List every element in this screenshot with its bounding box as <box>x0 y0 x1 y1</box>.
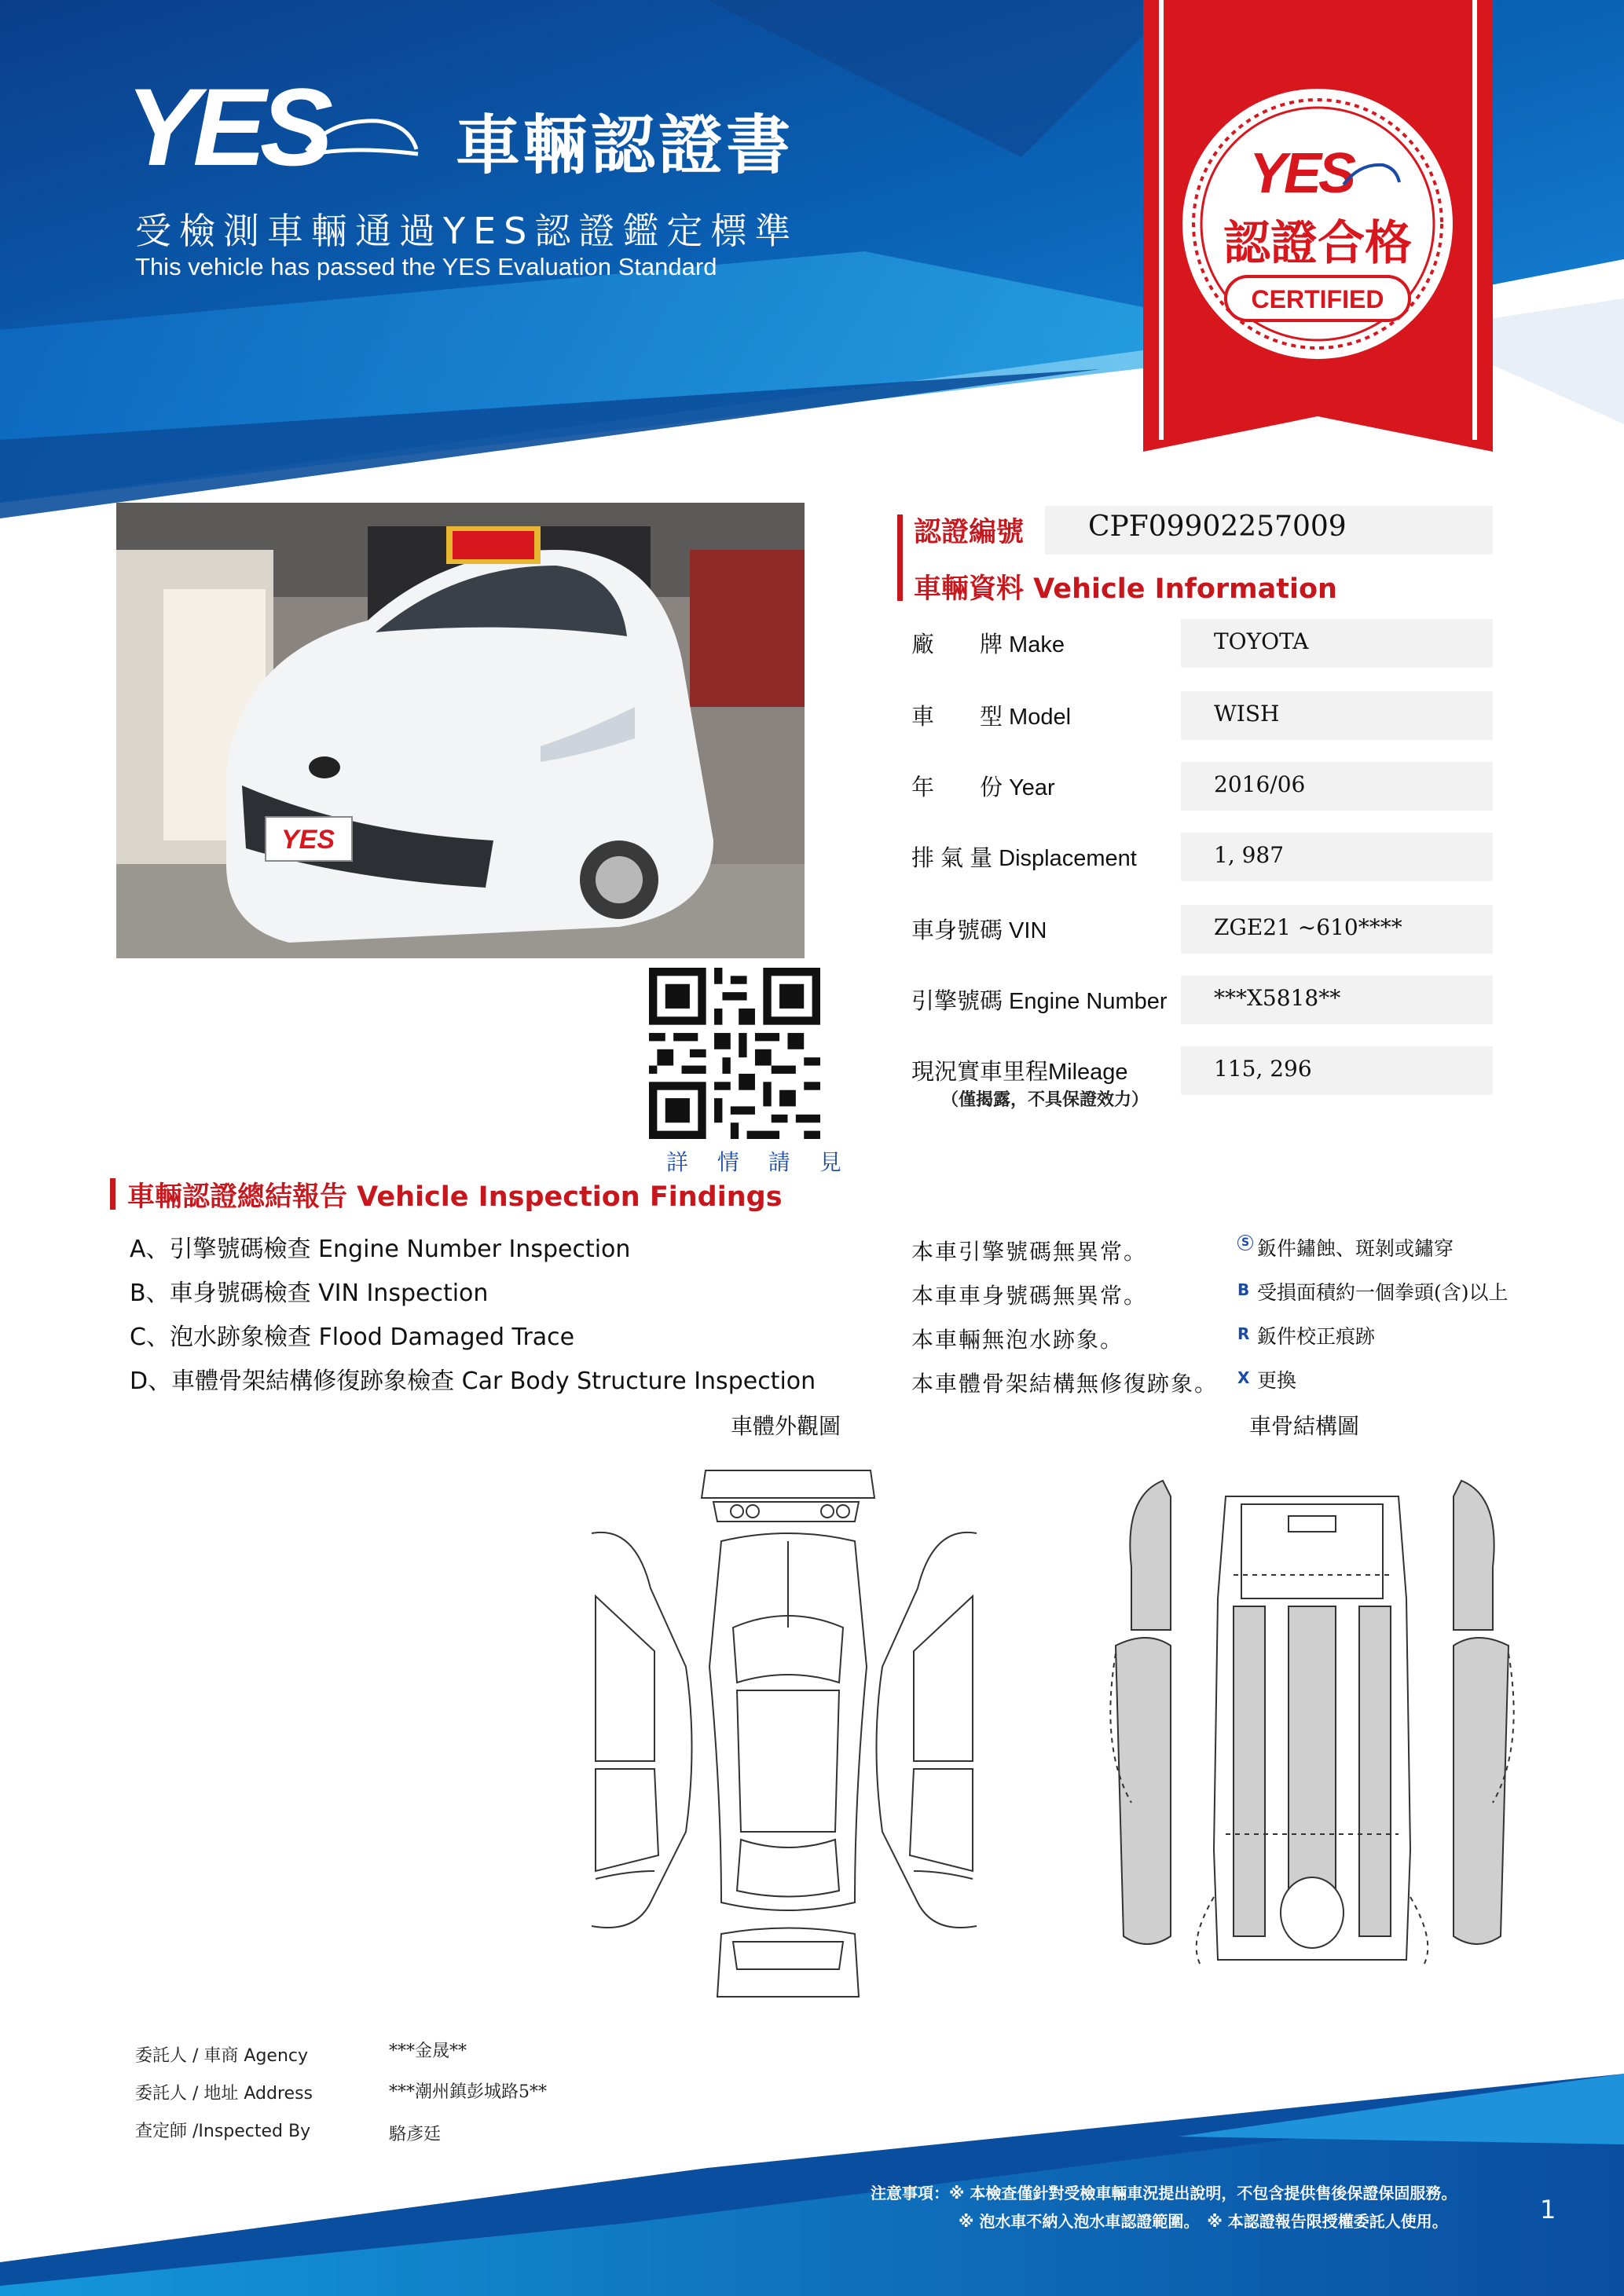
badge-sub-text: CERTIFIED <box>1251 285 1384 313</box>
cert-number-label: 認證編號 <box>914 517 1025 548</box>
model-value: WISH <box>1214 701 1280 727</box>
vehicle-photo <box>116 503 805 958</box>
finding-vin: B、車身號碼檢查 VIN Inspection <box>130 1280 489 1307</box>
vin-value: ZGE21 ~610**** <box>1214 914 1402 940</box>
subtitle-chinese: 受檢測車輛通過YES認證鑑定標準 <box>135 210 799 252</box>
address-label: 委託人 / 地址 Address <box>135 2084 313 2104</box>
svg-text:YES: YES <box>126 72 328 189</box>
svg-text:YES: YES <box>1249 142 1354 205</box>
findings-title: 車輛認證總結報告 Vehicle Inspection Findings <box>127 1181 783 1213</box>
legend-symbol-x: X <box>1237 1368 1250 1387</box>
finding-engine-result: 本車引擎號碼無異常。 <box>911 1239 1148 1265</box>
structure-diagram <box>1108 1473 1516 1976</box>
finding-structure: D、車體骨架結構修復跡象檢查 Car Body Structure Inspection <box>130 1368 816 1395</box>
qr-caption: 詳 情 請 見 <box>666 1149 852 1175</box>
vehicle-info-title: 車輛資料 Vehicle Information <box>914 573 1337 605</box>
legend-text-b: 受損面積約一個拳頭(含)以上 <box>1257 1281 1509 1304</box>
engine-number-value: ***X5818** <box>1214 985 1341 1011</box>
finding-flood-result: 本車輛無泡水跡象。 <box>911 1327 1124 1353</box>
agency-label: 委託人 / 車商 Agency <box>135 2046 309 2066</box>
finding-vin-result: 本車車身號碼無異常。 <box>911 1283 1148 1309</box>
svg-text:YES: YES <box>281 825 335 855</box>
make-value: TOYOTA <box>1214 628 1309 654</box>
finding-structure-result: 本車體骨架結構無修復跡象。 <box>911 1371 1219 1397</box>
subtitle-english: This vehicle has passed the YES Evaluation Standard <box>135 253 717 280</box>
displacement-value: 1, 987 <box>1214 842 1285 868</box>
legend-text-x: 更換 <box>1257 1369 1297 1392</box>
vin-label: 車身號碼 VIN <box>911 918 1047 943</box>
finding-engine: A、引擎號碼檢查 Engine Number Inspection <box>130 1236 631 1263</box>
certified-ribbon-badge <box>1143 0 1493 452</box>
document-title: 車輛認證書 <box>456 108 794 183</box>
legend-symbol-r: R <box>1237 1324 1250 1343</box>
legend-symbol-s: S <box>1237 1235 1253 1251</box>
footer-note-2: ※ 泡水車不納入泡水車認證範圍。 ※ 本認證報告限授權委託人使用。 <box>959 2212 1448 2231</box>
displacement-label: 排 氣 量 Displacement <box>911 846 1137 871</box>
inspector-label: 查定師 /Inspected By <box>135 2122 311 2141</box>
legend-text-s: 鈑件鏽蝕、斑剝或鏽穿 <box>1257 1237 1454 1260</box>
structure-diagram-title: 車骨結構圖 <box>1249 1413 1360 1439</box>
legend-symbol-b: B <box>1237 1280 1250 1299</box>
mileage-value: 115, 296 <box>1214 1056 1312 1082</box>
yes-logo <box>126 72 424 190</box>
page-number: 1 <box>1540 2195 1556 2225</box>
exterior-diagram-title: 車體外觀圖 <box>731 1413 841 1439</box>
exterior-diagram <box>588 1463 981 2005</box>
finding-flood: C、泡水跡象檢查 Flood Damaged Trace <box>130 1324 575 1351</box>
year-value: 2016/06 <box>1214 771 1306 797</box>
section-marker <box>897 514 903 601</box>
footer-background <box>0 2027 1624 2296</box>
year-label: 年 份 Year <box>911 775 1055 800</box>
make-label: 廠 牌 Make <box>911 632 1065 657</box>
agency-value: ***金晟** <box>389 2041 467 2061</box>
badge-main-text: 認證合格 <box>1223 216 1412 271</box>
mileage-label: 現況實車里程Mileage <box>911 1060 1128 1085</box>
legend-text-r: 鈑件校正痕跡 <box>1257 1325 1376 1348</box>
cert-number: CPF09902257009 <box>1088 511 1347 543</box>
qr-code[interactable] <box>649 968 820 1139</box>
mileage-note: （僅揭露，不具保證效力） <box>941 1090 1149 1110</box>
address-value: ***潮州鎮彭城路5** <box>389 2082 547 2102</box>
engine-number-label: 引擎號碼 Engine Number <box>911 989 1168 1014</box>
footer-note-1: 注意事項：※ 本檢查僅針對受檢車輛車況提出說明，不包含提供售後保證保固服務。 <box>871 2184 1457 2203</box>
section-marker <box>110 1178 115 1210</box>
inspector-value: 駱彥廷 <box>389 2125 442 2144</box>
model-label: 車 型 Model <box>911 705 1072 730</box>
